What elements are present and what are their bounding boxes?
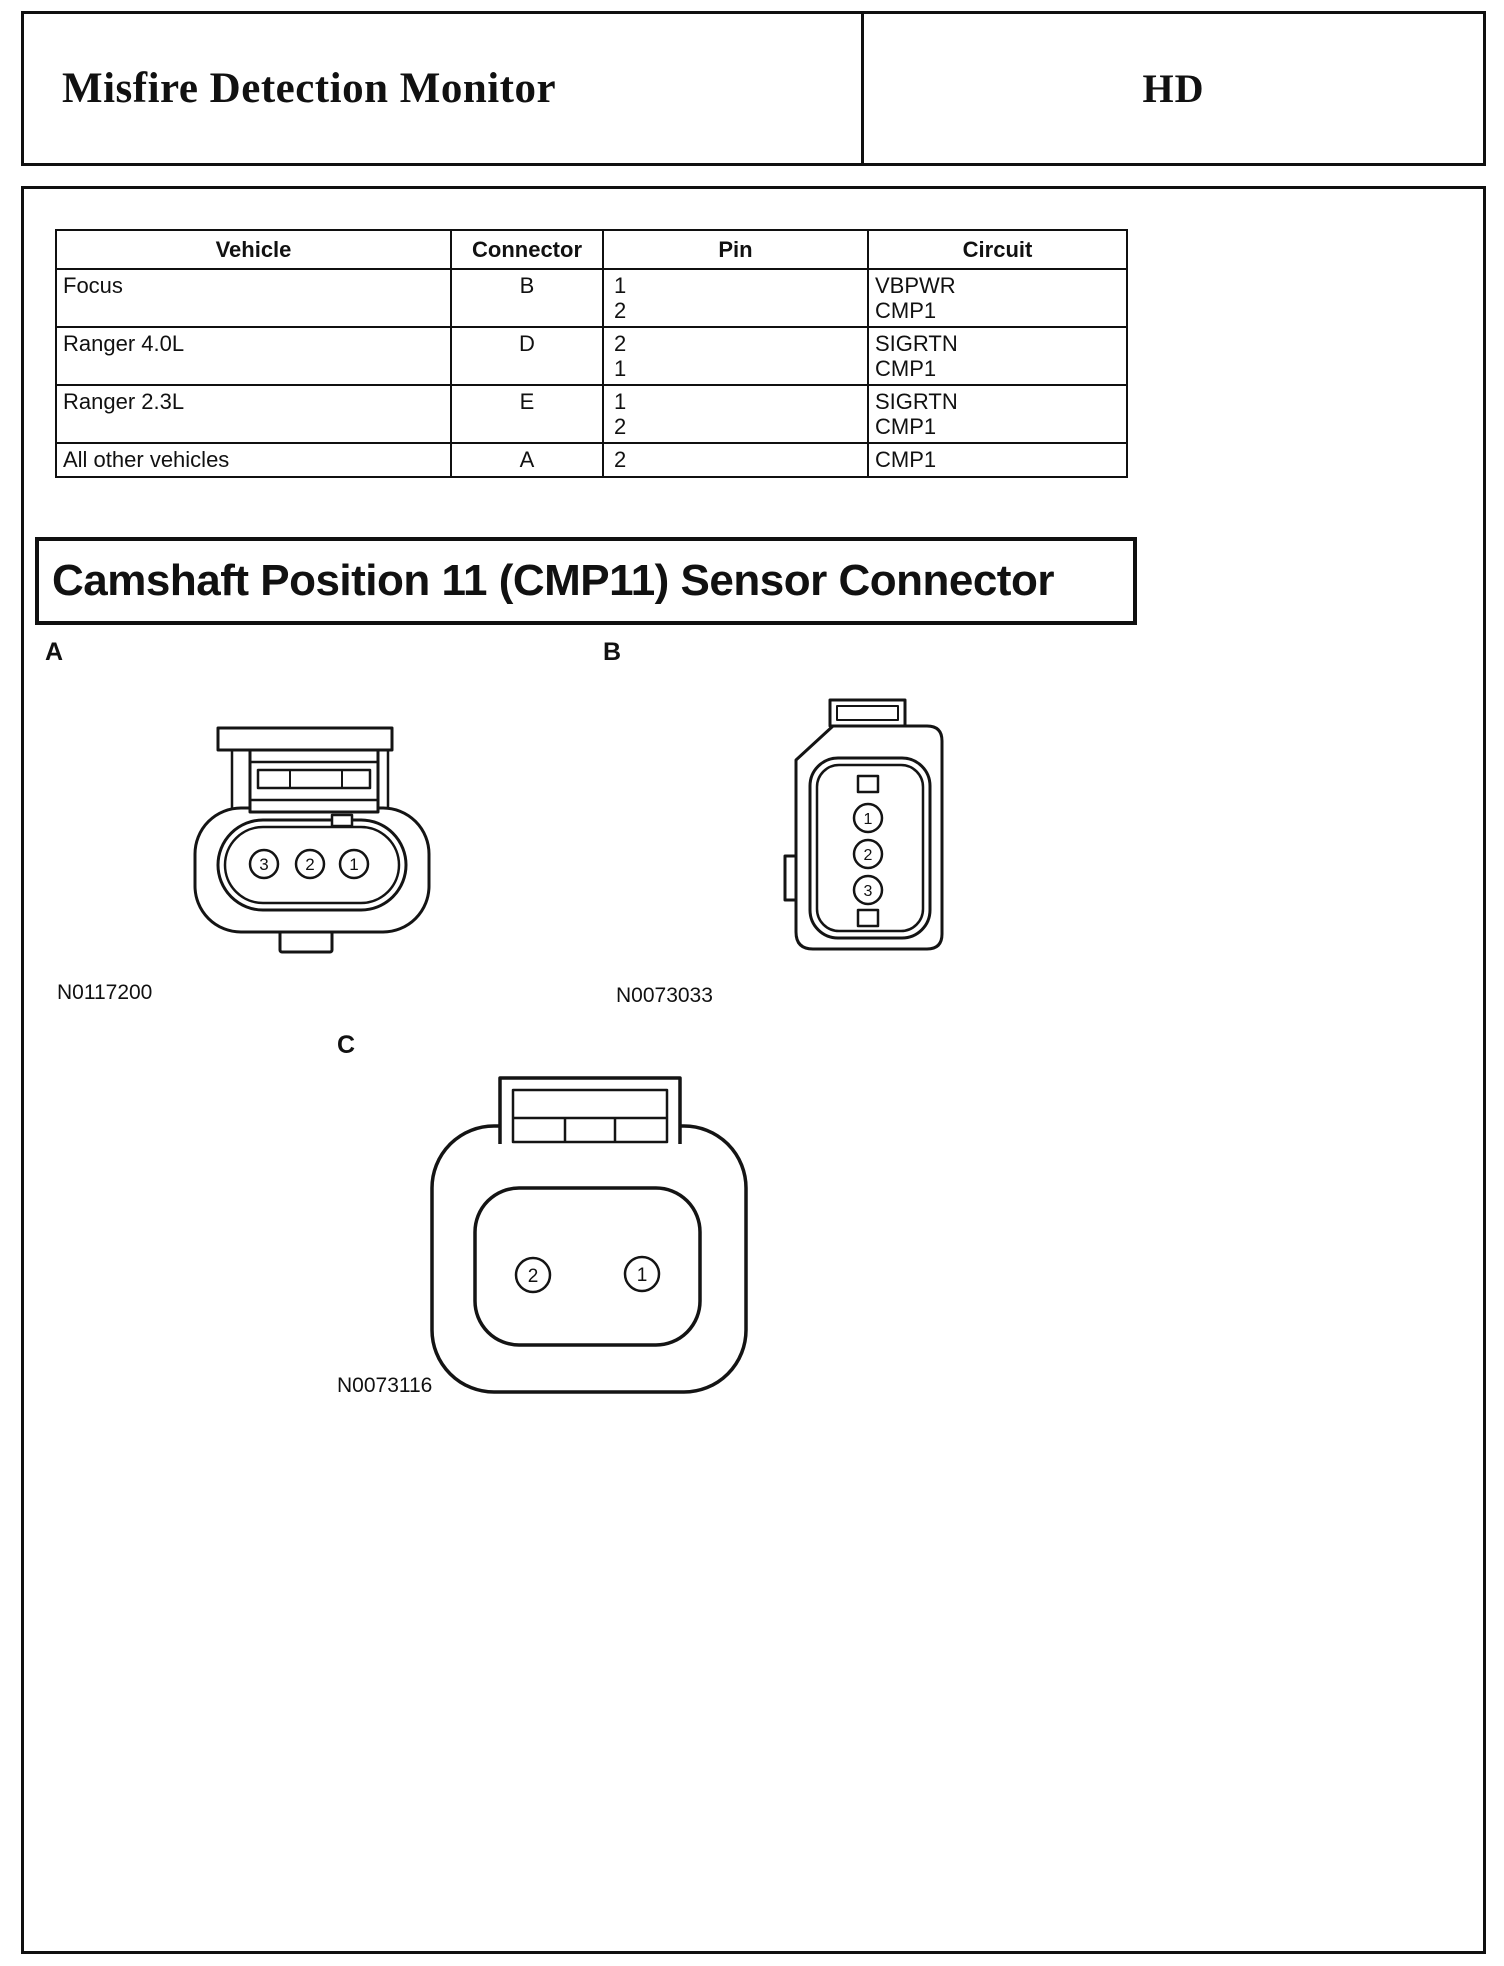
pin-number: 3: [259, 855, 269, 874]
pin-line: 2: [614, 414, 627, 439]
vehicle-connector-table: [55, 229, 1128, 478]
pin-line: 2: [614, 298, 627, 323]
page-header: [21, 11, 1486, 166]
pin-number: 3: [863, 883, 873, 900]
cell-circuit: [868, 385, 1127, 443]
table-header-row: [56, 230, 1127, 269]
circuit-line: VBPWR: [875, 273, 956, 298]
part-number-c: N0073116: [337, 1374, 433, 1397]
header-code-cell: [861, 14, 1483, 163]
section-title-box: [35, 537, 1137, 625]
table-row: [56, 269, 1127, 327]
section-code: HD: [1142, 66, 1205, 111]
circuit-line: CMP1: [875, 298, 937, 323]
pin-line: 2: [614, 447, 627, 472]
pin-number: 1: [349, 855, 359, 874]
table-row: [56, 327, 1127, 385]
pin-number: 2: [863, 847, 873, 864]
part-number-a: N0117200: [57, 981, 153, 1004]
cell-circuit: [868, 269, 1127, 327]
pin-number: 2: [305, 855, 315, 874]
cell-vehicle: All other vehicles: [56, 443, 451, 477]
pin-line: 2: [614, 331, 627, 356]
table-row: [56, 443, 1127, 477]
circuit-line: CMP1: [875, 356, 937, 381]
diagram-label-c: C: [337, 1031, 356, 1059]
cell-pin: [603, 327, 868, 385]
connector-b-key-bottom: [858, 910, 878, 926]
col-header-vehicle: Vehicle: [56, 230, 451, 269]
cell-pin: [603, 385, 868, 443]
col-header-pin: Pin: [603, 230, 868, 269]
pin-line: 1: [614, 389, 627, 414]
cell-pin: [603, 269, 868, 327]
connector-b-key-top: [858, 776, 878, 792]
table-row: [56, 385, 1127, 443]
connector-a-top-band: [218, 728, 392, 750]
cell-circuit: [868, 327, 1127, 385]
cell-connector: A: [451, 443, 603, 477]
connector-b-top-tab: [830, 700, 905, 726]
col-header-circuit: Circuit: [868, 230, 1127, 269]
diagram-label-b: B: [603, 638, 622, 666]
cell-connector: D: [451, 327, 603, 385]
connector-a-key-notch: [332, 815, 352, 826]
cell-connector: B: [451, 269, 603, 327]
pin-number: 1: [636, 1265, 648, 1286]
pin-line: 1: [614, 356, 627, 381]
cell-vehicle: Focus: [56, 269, 451, 327]
cell-connector: E: [451, 385, 603, 443]
page-title: Misfire Detection Monitor: [62, 65, 557, 112]
cell-vehicle: Ranger 4.0L: [56, 327, 451, 385]
pin-number: 1: [863, 811, 873, 828]
pin-number: 2: [527, 1266, 539, 1287]
diagram-label-a: A: [45, 638, 64, 666]
connector-a-diagram: [192, 698, 432, 963]
cell-pin: [603, 443, 868, 477]
circuit-line: SIGRTN: [875, 389, 958, 414]
circuit-line: CMP1: [875, 414, 937, 439]
pin-line: 1: [614, 273, 627, 298]
connector-c-diagram: [427, 1074, 752, 1399]
col-header-connector: Connector: [451, 230, 603, 269]
connector-b-diagram: [781, 696, 949, 954]
part-number-b: N0073033: [616, 984, 713, 1007]
circuit-line: SIGRTN: [875, 331, 958, 356]
header-title-cell: [24, 14, 861, 163]
cell-circuit: [868, 443, 1127, 477]
cell-vehicle: Ranger 2.3L: [56, 385, 451, 443]
section-title: Camshaft Position 11 (CMP11) Sensor Connector: [52, 556, 1054, 605]
circuit-line: CMP1: [875, 447, 937, 472]
